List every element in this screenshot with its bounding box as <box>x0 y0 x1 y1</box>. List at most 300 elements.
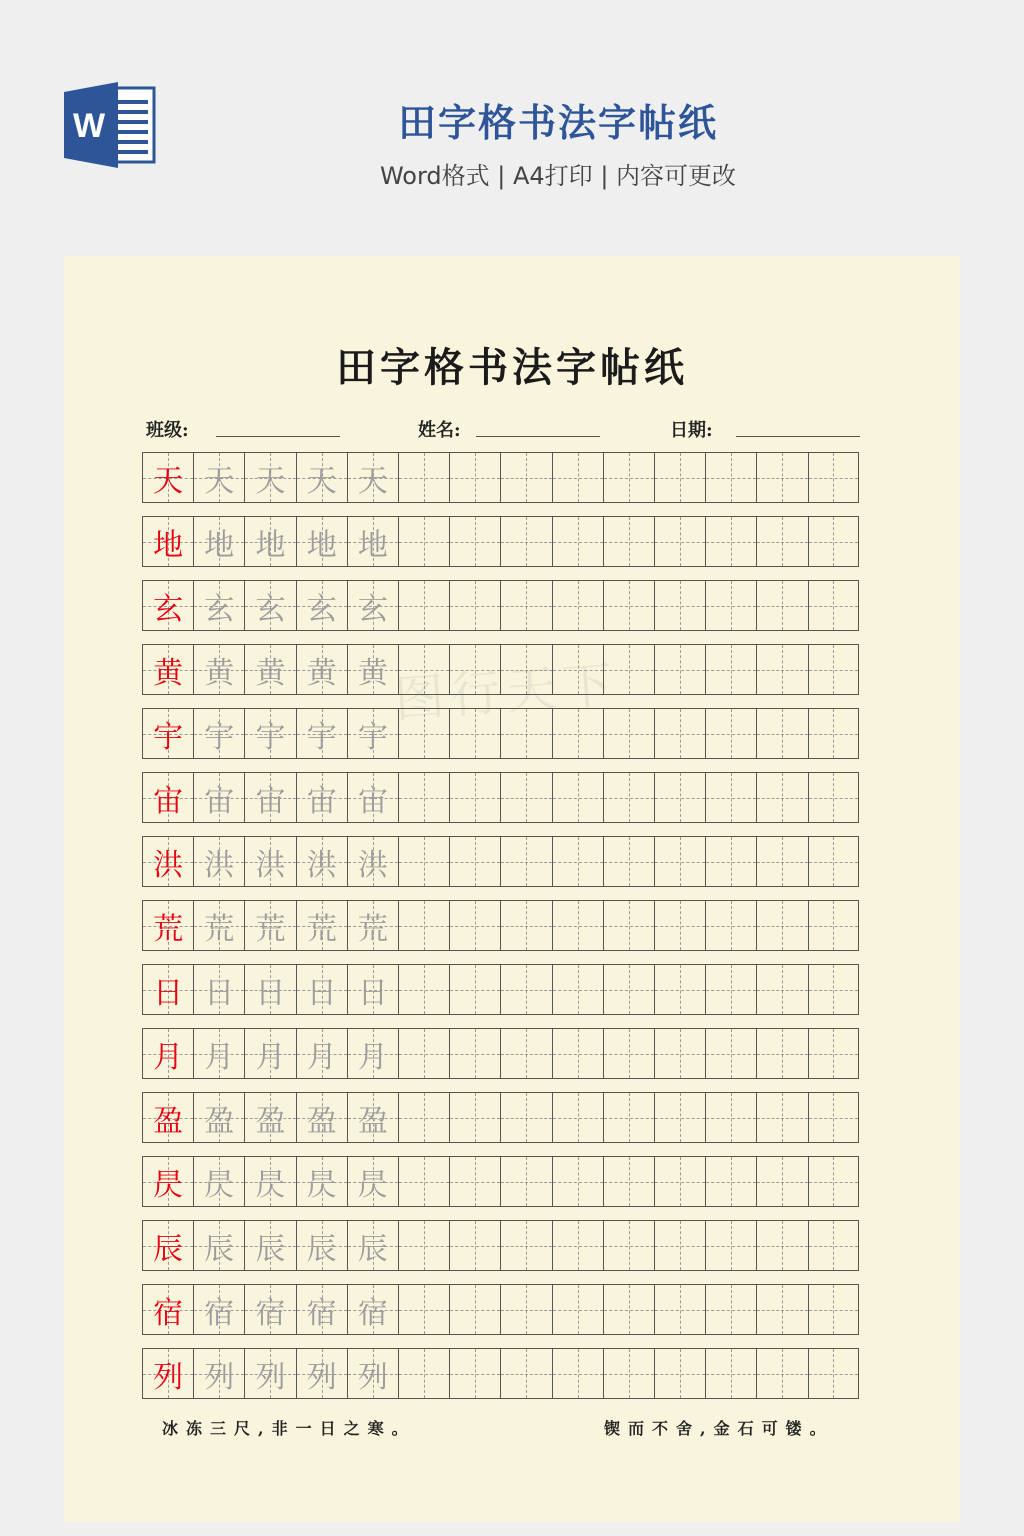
grid-cell[interactable] <box>705 900 756 951</box>
trace-character: 宇 <box>306 719 337 755</box>
grid-cell[interactable] <box>244 964 295 1015</box>
trace-character: 宙 <box>204 783 235 819</box>
grid-cell[interactable] <box>654 516 705 567</box>
grid-cell[interactable] <box>347 452 398 503</box>
motto-left: 冰冻三尺,非一日之寒。 <box>162 1419 416 1438</box>
trace-character: 天 <box>204 463 235 499</box>
trace-character: 荒 <box>306 911 337 947</box>
grid-cell[interactable] <box>244 836 295 887</box>
grid-cell[interactable] <box>398 1348 449 1399</box>
grid-cell[interactable] <box>756 1348 807 1399</box>
grid-cell[interactable] <box>347 644 398 695</box>
grid-cell[interactable] <box>193 1156 244 1207</box>
trace-character: 辰 <box>255 1231 286 1267</box>
trace-character: 盈 <box>306 1103 337 1139</box>
model-character: 列 <box>153 1359 184 1395</box>
trace-character: 日 <box>204 975 235 1011</box>
grid-cell[interactable] <box>552 1156 603 1207</box>
trace-character: 列 <box>204 1359 235 1395</box>
trace-character: 宇 <box>357 719 388 755</box>
trace-character: 玄 <box>255 591 286 627</box>
grid-cell[interactable] <box>347 1092 398 1143</box>
grid-cell[interactable] <box>808 1028 859 1079</box>
grid-cell[interactable] <box>654 836 705 887</box>
grid-cell[interactable] <box>347 900 398 951</box>
grid-cell[interactable] <box>449 1028 500 1079</box>
model-character: 天 <box>153 463 184 499</box>
grid-cell[interactable] <box>296 516 347 567</box>
grid-cell[interactable] <box>603 1348 654 1399</box>
grid-cell[interactable] <box>142 708 193 759</box>
grid-cell[interactable] <box>449 836 500 887</box>
grid-cell[interactable] <box>705 836 756 887</box>
grid-cell[interactable] <box>705 1348 756 1399</box>
grid-cell[interactable] <box>705 644 756 695</box>
grid-cell[interactable] <box>603 1284 654 1335</box>
grid-cell[interactable] <box>142 644 193 695</box>
grid-cell[interactable] <box>808 1092 859 1143</box>
trace-character: 日 <box>255 975 286 1011</box>
grid-cell[interactable] <box>500 1220 551 1271</box>
trace-character: 洪 <box>306 847 337 883</box>
grid-cell[interactable] <box>398 1220 449 1271</box>
grid-cell[interactable] <box>193 1028 244 1079</box>
practice-row <box>142 1156 860 1207</box>
grid-cell[interactable] <box>552 1028 603 1079</box>
grid-cell[interactable] <box>244 516 295 567</box>
grid-cell[interactable] <box>449 1156 500 1207</box>
motto-right: 锲而不舍,金石可镂。 <box>604 1419 834 1438</box>
grid-cell[interactable] <box>756 516 807 567</box>
trace-character: 月 <box>306 1039 337 1075</box>
grid-cell[interactable] <box>142 516 193 567</box>
grid-cell[interactable] <box>193 1092 244 1143</box>
grid-cell[interactable] <box>449 516 500 567</box>
trace-character: 宙 <box>255 783 286 819</box>
grid-cell[interactable] <box>603 836 654 887</box>
trace-character: 黄 <box>204 655 235 691</box>
model-character: 地 <box>153 527 184 563</box>
grid-cell[interactable] <box>244 644 295 695</box>
grid-cell[interactable] <box>808 516 859 567</box>
grid-cell[interactable] <box>449 964 500 1015</box>
trace-character: 黄 <box>306 655 337 691</box>
model-character: 洪 <box>153 847 184 883</box>
trace-character: 昃 <box>306 1167 337 1203</box>
grid-cell[interactable] <box>449 772 500 823</box>
grid-cell[interactable] <box>756 1092 807 1143</box>
trace-character: 宿 <box>255 1295 286 1331</box>
trace-character: 辰 <box>204 1231 235 1267</box>
trace-character: 宿 <box>357 1295 388 1331</box>
grid-cell[interactable] <box>244 452 295 503</box>
grid-cell[interactable] <box>398 452 449 503</box>
grid-cell[interactable] <box>705 580 756 631</box>
model-character: 宇 <box>153 719 184 755</box>
grid-cell[interactable] <box>756 452 807 503</box>
grid-cell[interactable] <box>500 900 551 951</box>
trace-character: 玄 <box>204 591 235 627</box>
grid-cell[interactable] <box>654 1092 705 1143</box>
grid-cell[interactable] <box>449 1284 500 1335</box>
grid-cell[interactable] <box>552 964 603 1015</box>
trace-character: 洪 <box>204 847 235 883</box>
trace-character: 宇 <box>255 719 286 755</box>
trace-character: 盈 <box>255 1103 286 1139</box>
practice-row <box>142 516 860 567</box>
trace-character: 列 <box>255 1359 286 1395</box>
grid-cell[interactable] <box>705 1284 756 1335</box>
grid-cell[interactable] <box>552 1220 603 1271</box>
trace-character: 宿 <box>204 1295 235 1331</box>
grid-cell[interactable] <box>756 836 807 887</box>
trace-character: 辰 <box>306 1231 337 1267</box>
grid-cell[interactable] <box>654 1220 705 1271</box>
watermark: 图行天下 <box>392 655 621 729</box>
grid-cell[interactable] <box>603 1092 654 1143</box>
trace-character: 昃 <box>357 1167 388 1203</box>
practice-row <box>142 1220 860 1271</box>
grid-cell[interactable] <box>244 900 295 951</box>
trace-character: 日 <box>306 975 337 1011</box>
grid-cell[interactable] <box>347 964 398 1015</box>
grid-cell[interactable] <box>244 580 295 631</box>
grid-cell[interactable] <box>398 836 449 887</box>
grid-cell[interactable] <box>756 708 807 759</box>
trace-character: 地 <box>255 527 286 563</box>
grid-cell[interactable] <box>193 772 244 823</box>
grid-cell[interactable] <box>500 1156 551 1207</box>
grid-cell[interactable] <box>296 1220 347 1271</box>
grid-cell[interactable] <box>654 452 705 503</box>
model-character: 昃 <box>153 1167 184 1203</box>
grid-cell[interactable] <box>296 900 347 951</box>
grid-cell[interactable] <box>756 772 807 823</box>
grid-cell[interactable] <box>193 452 244 503</box>
grid-cell[interactable] <box>552 900 603 951</box>
grid-cell[interactable] <box>756 1028 807 1079</box>
grid-cell[interactable] <box>500 1092 551 1143</box>
model-character: 辰 <box>153 1231 184 1267</box>
grid-cell[interactable] <box>603 1220 654 1271</box>
grid-cell[interactable] <box>552 1284 603 1335</box>
grid-cell[interactable] <box>654 772 705 823</box>
grid-cell[interactable] <box>654 1028 705 1079</box>
grid-cell[interactable] <box>500 580 551 631</box>
grid-cell[interactable] <box>808 1156 859 1207</box>
grid-cell[interactable] <box>552 772 603 823</box>
grid-cell[interactable] <box>705 452 756 503</box>
grid-cell[interactable] <box>347 1220 398 1271</box>
grid-cell[interactable] <box>244 708 295 759</box>
grid-cell[interactable] <box>603 900 654 951</box>
trace-character: 宙 <box>357 783 388 819</box>
grid-cell[interactable] <box>500 772 551 823</box>
grid-cell[interactable] <box>654 900 705 951</box>
grid-cell[interactable] <box>603 580 654 631</box>
grid-cell[interactable] <box>756 580 807 631</box>
grid-cell[interactable] <box>398 1092 449 1143</box>
grid-cell[interactable] <box>500 1348 551 1399</box>
grid-cell[interactable] <box>398 1284 449 1335</box>
grid-cell[interactable] <box>808 836 859 887</box>
grid-cell[interactable] <box>756 1284 807 1335</box>
model-character: 玄 <box>153 591 184 627</box>
grid-cell[interactable] <box>654 964 705 1015</box>
trace-character: 月 <box>357 1039 388 1075</box>
grid-cell[interactable] <box>705 708 756 759</box>
grid-cell[interactable] <box>142 1028 193 1079</box>
trace-character: 天 <box>306 463 337 499</box>
grid-cell[interactable] <box>808 1284 859 1335</box>
trace-character: 洪 <box>255 847 286 883</box>
grid-cell[interactable] <box>398 900 449 951</box>
grid-cell[interactable] <box>398 964 449 1015</box>
trace-character: 洪 <box>357 847 388 883</box>
practice-row <box>142 1028 860 1079</box>
grid-cell[interactable] <box>654 1156 705 1207</box>
promo-title: 田字格书法字帖纸 <box>397 101 718 145</box>
practice-row <box>142 900 860 951</box>
grid-cell[interactable] <box>193 644 244 695</box>
trace-character: 月 <box>255 1039 286 1075</box>
practice-row <box>142 580 860 631</box>
trace-character: 昃 <box>204 1167 235 1203</box>
grid-cell[interactable] <box>193 708 244 759</box>
trace-character: 日 <box>357 975 388 1011</box>
grid-cell[interactable] <box>756 964 807 1015</box>
grid-cell[interactable] <box>449 900 500 951</box>
grid-cell[interactable] <box>347 516 398 567</box>
grid-cell[interactable] <box>296 1284 347 1335</box>
grid-cell[interactable] <box>347 708 398 759</box>
trace-character: 荒 <box>204 911 235 947</box>
grid-cell[interactable] <box>398 516 449 567</box>
trace-character: 宙 <box>306 783 337 819</box>
grid-cell[interactable] <box>705 1220 756 1271</box>
grid-cell[interactable] <box>705 1092 756 1143</box>
grid-cell[interactable] <box>603 452 654 503</box>
grid-cell[interactable] <box>654 580 705 631</box>
grid-cell[interactable] <box>244 1092 295 1143</box>
practice-row <box>142 772 860 823</box>
trace-character: 玄 <box>306 591 337 627</box>
model-character: 宿 <box>153 1295 184 1331</box>
grid-cell[interactable] <box>500 452 551 503</box>
grid-cell[interactable] <box>449 1092 500 1143</box>
grid-cell[interactable] <box>142 1092 193 1143</box>
grid-cell[interactable] <box>193 964 244 1015</box>
trace-character: 地 <box>306 527 337 563</box>
grid-cell[interactable] <box>756 900 807 951</box>
grid-cell[interactable] <box>296 1348 347 1399</box>
grid-cell[interactable] <box>552 836 603 887</box>
trace-character: 荒 <box>255 911 286 947</box>
trace-character: 天 <box>255 463 286 499</box>
trace-character: 辰 <box>357 1231 388 1267</box>
grid-cell[interactable] <box>808 964 859 1015</box>
grid-cell[interactable] <box>244 1348 295 1399</box>
model-character: 荒 <box>153 911 184 947</box>
grid-cell[interactable] <box>552 1092 603 1143</box>
grid-cell[interactable] <box>193 580 244 631</box>
promo-header <box>0 0 1024 240</box>
trace-character: 地 <box>357 527 388 563</box>
grid-cell[interactable] <box>654 1348 705 1399</box>
grid-cell[interactable] <box>347 836 398 887</box>
trace-character: 宿 <box>306 1295 337 1331</box>
grid-cell[interactable] <box>347 1156 398 1207</box>
grid-cell[interactable] <box>142 772 193 823</box>
grid-cell[interactable] <box>193 1348 244 1399</box>
grid-cell[interactable] <box>603 964 654 1015</box>
grid-cell[interactable] <box>449 1348 500 1399</box>
grid-cell[interactable] <box>808 1220 859 1271</box>
grid-cell[interactable] <box>347 772 398 823</box>
grid-cell[interactable] <box>142 1220 193 1271</box>
grid-cell[interactable] <box>449 580 500 631</box>
grid-cell[interactable] <box>705 1028 756 1079</box>
trace-character: 昃 <box>255 1167 286 1203</box>
grid-cell[interactable] <box>449 1220 500 1271</box>
grid-cell[interactable] <box>193 900 244 951</box>
trace-character: 盈 <box>357 1103 388 1139</box>
grid-cell[interactable] <box>756 644 807 695</box>
grid-cell[interactable] <box>552 580 603 631</box>
grid-cell[interactable] <box>244 1028 295 1079</box>
grid-cell[interactable] <box>296 1028 347 1079</box>
trace-character: 黄 <box>357 655 388 691</box>
grid-cell[interactable] <box>347 1284 398 1335</box>
class-field[interactable] <box>216 436 340 437</box>
grid-cell[interactable] <box>296 1092 347 1143</box>
promo-subtitle: Word格式 | A4打印 | 内容可更改 <box>379 162 737 190</box>
grid-cell[interactable] <box>808 580 859 631</box>
grid-cell[interactable] <box>244 1284 295 1335</box>
grid-cell[interactable] <box>347 1348 398 1399</box>
grid-cell[interactable] <box>296 452 347 503</box>
grid-cell[interactable] <box>193 516 244 567</box>
practice-row <box>142 1348 860 1399</box>
grid-cell[interactable] <box>500 964 551 1015</box>
grid-cell[interactable] <box>552 516 603 567</box>
grid-cell[interactable] <box>654 708 705 759</box>
grid-cell[interactable] <box>603 1028 654 1079</box>
class-label: 班级: <box>146 420 189 441</box>
grid-cell[interactable] <box>296 644 347 695</box>
grid-cell[interactable] <box>705 516 756 567</box>
grid-cell[interactable] <box>808 644 859 695</box>
grid-cell[interactable] <box>244 1220 295 1271</box>
grid-cell[interactable] <box>398 1028 449 1079</box>
grid-cell[interactable] <box>705 964 756 1015</box>
grid-cell[interactable] <box>705 772 756 823</box>
copybook-paper <box>64 256 960 1522</box>
document-title: 田字格书法字帖纸 <box>336 344 688 391</box>
grid-cell[interactable] <box>603 1156 654 1207</box>
name-field[interactable] <box>476 436 600 437</box>
grid-cell[interactable] <box>296 964 347 1015</box>
model-character: 黄 <box>153 655 184 691</box>
grid-cell[interactable] <box>654 1284 705 1335</box>
grid-cell[interactable] <box>603 516 654 567</box>
grid-cell[interactable] <box>808 452 859 503</box>
grid-cell[interactable] <box>244 772 295 823</box>
trace-character: 月 <box>204 1039 235 1075</box>
grid-cell[interactable] <box>398 1156 449 1207</box>
practice-row <box>142 1284 860 1335</box>
grid-cell[interactable] <box>398 580 449 631</box>
grid-cell[interactable] <box>193 1284 244 1335</box>
trace-character: 宇 <box>204 719 235 755</box>
grid-cell[interactable] <box>296 1156 347 1207</box>
trace-character: 地 <box>204 527 235 563</box>
grid-cell[interactable] <box>142 580 193 631</box>
grid-cell[interactable] <box>603 772 654 823</box>
date-label: 日期: <box>670 420 713 441</box>
grid-cell[interactable] <box>500 1284 551 1335</box>
grid-cell[interactable] <box>142 452 193 503</box>
grid-cell[interactable] <box>142 1156 193 1207</box>
grid-cell[interactable] <box>347 1028 398 1079</box>
grid-cell[interactable] <box>296 708 347 759</box>
trace-character: 荒 <box>357 911 388 947</box>
grid-cell[interactable] <box>142 964 193 1015</box>
grid-cell[interactable] <box>756 1220 807 1271</box>
grid-cell[interactable] <box>808 1348 859 1399</box>
trace-character: 玄 <box>357 591 388 627</box>
grid-cell[interactable] <box>296 836 347 887</box>
grid-cell[interactable] <box>500 836 551 887</box>
grid-cell[interactable] <box>142 1348 193 1399</box>
grid-cell[interactable] <box>449 452 500 503</box>
grid-cell[interactable] <box>193 836 244 887</box>
grid-cell[interactable] <box>347 580 398 631</box>
trace-character: 列 <box>357 1359 388 1395</box>
grid-cell[interactable] <box>398 772 449 823</box>
model-character: 日 <box>153 975 184 1011</box>
grid-cell[interactable] <box>705 1156 756 1207</box>
grid-cell[interactable] <box>500 1028 551 1079</box>
grid-cell[interactable] <box>808 772 859 823</box>
trace-character: 盈 <box>204 1103 235 1139</box>
practice-row <box>142 964 860 1015</box>
trace-character: 列 <box>306 1359 337 1395</box>
grid-cell[interactable] <box>244 1156 295 1207</box>
model-character: 月 <box>153 1039 184 1075</box>
practice-row <box>142 836 860 887</box>
grid-cell[interactable] <box>808 708 859 759</box>
grid-cell[interactable] <box>193 1220 244 1271</box>
grid-cell[interactable] <box>296 580 347 631</box>
svg-text:W: W <box>72 107 106 145</box>
grid-cell[interactable] <box>296 772 347 823</box>
grid-cell[interactable] <box>654 644 705 695</box>
practice-row <box>142 1092 860 1143</box>
grid-cell[interactable] <box>552 1348 603 1399</box>
name-label: 姓名: <box>418 420 461 441</box>
grid-cell[interactable] <box>500 516 551 567</box>
date-field[interactable] <box>736 436 860 437</box>
grid-cell[interactable] <box>552 452 603 503</box>
grid-cell[interactable] <box>756 1156 807 1207</box>
grid-cell[interactable] <box>142 1284 193 1335</box>
grid-cell[interactable] <box>142 900 193 951</box>
grid-cell[interactable] <box>808 900 859 951</box>
model-character: 宙 <box>153 783 184 819</box>
trace-character: 天 <box>357 463 388 499</box>
grid-cell[interactable] <box>142 836 193 887</box>
